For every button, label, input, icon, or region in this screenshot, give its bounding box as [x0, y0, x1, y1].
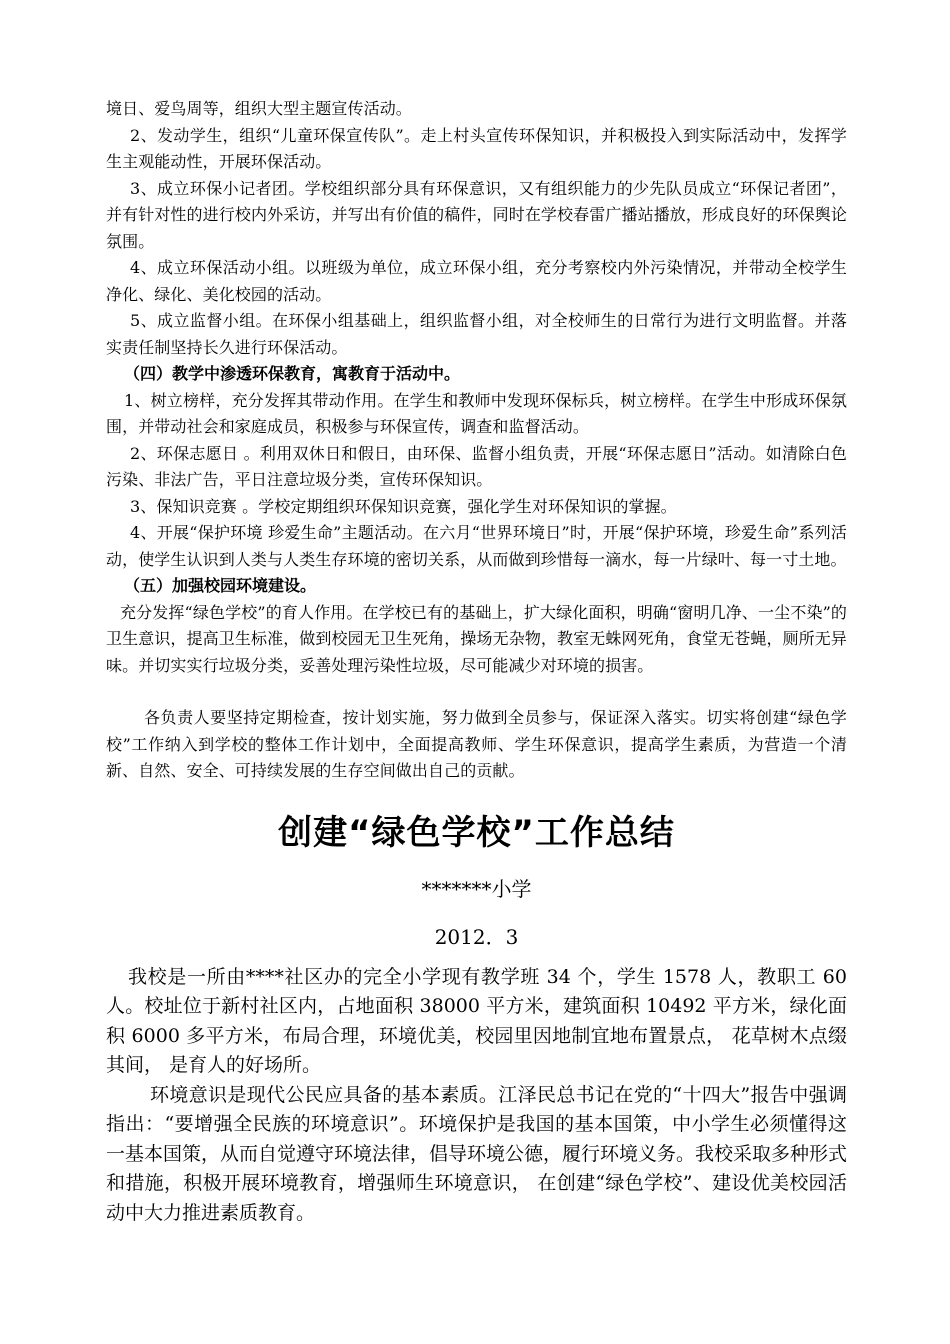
summary-title: 创建“绿色学校”工作总结: [278, 812, 675, 853]
summary-paragraph-1: 我校是一所由****社区办的完全小学现有教学班 34 个，学生 1578 人，教职工 60 人。校址位于新村社区内，占地面积 38000 平方米，建筑面积 10492 平方米，绿化面积 6000 多平方米，布局合理，环境优美，校园里因地制宜地布置景点， 花草树木点缀其间， 是育人的好场所。: [106, 965, 847, 1076]
paragraph-campus: 充分发挥“绿色学校”的育人作用。在学校已有的基础上，扩大绿化面积，明确“窗明几净、一尘不染”的卫生意识，提高卫生标准，做到校园无卫生死角，操场无杂物，教室无蛛网死角，食堂无苍蝇，厕所无异味。并切实实行垃圾分类，妥善处理污染性垃圾，尽可能减少对环境的损害。: [106, 602, 847, 675]
spacer: [106, 679, 847, 705]
paragraph-item-2: 2、发动学生，组织“儿童环保宣传队”。走上村头宣传环保知识，并积极投入到实际活动中，发挥学生主观能动性，开展环保活动。: [106, 125, 847, 171]
paragraph-item-5: 5、成立监督小组。在环保小组基础上，组织监督小组，对全校师生的日常行为进行文明监督。并落实责任制坚持长久进行环保活动。: [106, 311, 847, 357]
paragraph-item-3: 3、成立环保小记者团。学校组织部分具有环保意识，又有组织能力的少先队员成立“环保记者团”，并有针对性的进行校内外采访，并写出有价值的稿件，同时在学校春雷广播站播放，形成良好的环保舆论氛围。: [106, 178, 847, 251]
summary-paragraph-2: 环境意识是现代公民应具备的基本素质。江泽民总书记在党的“十四大”报告中强调指出：“要增强全民族的环境意识”。环境保护是我国的基本国策，中小学生必须懂得这一基本国策，从而自觉遵守环境法律，倡导环境公德，履行环境义务。我校采取多种形式和措施，积极开展环境教育，增强师生环境意识， 在创建“绿色学校”、建设优美校园活动中大力推进素质教育。: [106, 1083, 848, 1224]
section-heading-4: （四）教学中渗透环保教育，寓教育于活动中。: [124, 364, 461, 383]
section-heading-5: （五）加强校园环境建设。: [124, 576, 317, 595]
summary-date: 2012．3: [434, 924, 519, 949]
paragraph-item-4-4: 4、开展“保护环境 珍爱生命”主题活动。在六月“世界环境日”时，开展“保护环境，珍爱生命”系列活动，使学生认识到人类与人类生存环境的密切关系，从而做到珍惜每一滴水，每一片绿叶、每一寸土地。: [106, 523, 847, 569]
paragraph-item-4-2: 2、环保志愿日 。利用双休日和假日，由环保、监督小组负责，开展“环保志愿日”活动。如清除白色污染、非法广告，平日注意垃圾分类，宣传环保知识。: [106, 443, 847, 489]
paragraph-continued: 境日、爱鸟周等，组织大型主题宣传活动。: [106, 99, 412, 118]
document-page: [106, 96, 847, 1228]
paragraph-item-4-3: 3、保知识竞赛 。学校定期组织环保知识竞赛，强化学生对环保知识的掌握。: [130, 496, 677, 516]
school-name: *******小学: [421, 876, 532, 901]
paragraph-item-4-1: 1、树立榜样，充分发挥其带动作用。在学生和教师中发现环保标兵，树立榜样。在学生中形成环保氛围，并带动社会和家庭成员，积极参与环保宣传，调查和监督活动。: [106, 390, 847, 436]
paragraph-closing: 各负责人要坚持定期检查，按计划实施，努力做到全员参与，保证深入落实。切实将创建“绿色学校”工作纳入到学校的整体工作计划中，全面提高教师、学生环保意识，提高学生素质，为营造一个清新、自然、安全、可持续发展的生存空间做出自己的贡献。: [106, 708, 847, 780]
paragraph-item-4: 4、成立环保活动小组。以班级为单位，成立环保小组，充分考察校内外污染情况，并带动全校学生净化、绿化、美化校园的活动。: [106, 258, 847, 304]
